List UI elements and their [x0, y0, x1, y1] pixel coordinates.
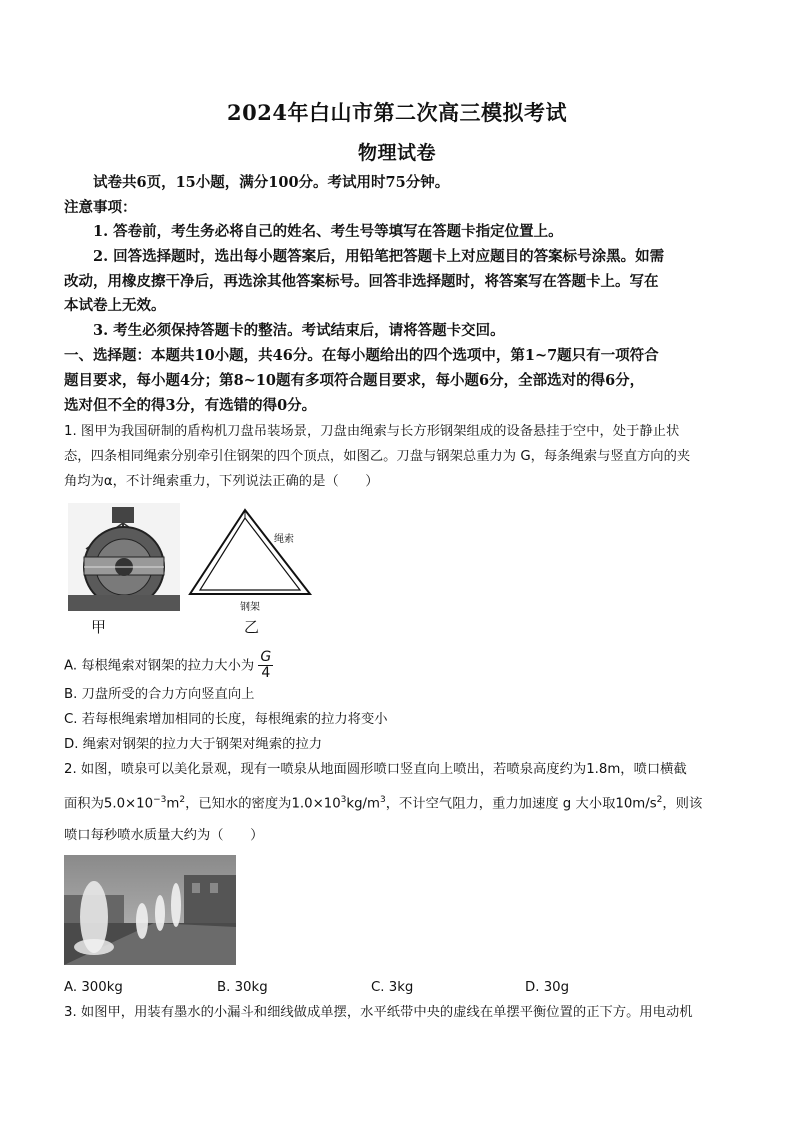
q1-label-frame: 钢架: [240, 602, 260, 613]
q1-line-2: 态，四条相同绳索分别牵引住钢架的四个顶点，如图乙。刀盘与钢架总重力为 G，每条绳索与竖直方向的夹: [64, 449, 691, 464]
q1-figure-yi: [188, 508, 314, 608]
q1-option-b: B. 刀盘所受的合力方向竖直向上: [64, 687, 255, 702]
q2-fountain-photo: [64, 855, 236, 965]
q2-density-unit-exponent: 3: [379, 795, 386, 805]
q2-area-exponent: −3: [153, 795, 167, 805]
q1-option-d: D. 绳索对钢架的拉力大于钢架对绳索的拉力: [64, 737, 323, 752]
section-1-line-1: 一、选择题：本题共10小题，共46分。在每小题给出的四个选项中，第1~7题只有一项符合: [64, 347, 659, 364]
notice-item-1: 1. 答卷前，考生务必将自己的姓名、考生号等填写在答题卡指定位置上。: [93, 223, 563, 240]
q2-option-b: B. 30kg: [217, 980, 268, 995]
notice-item-2-line-2: 改动，用橡皮擦干净后，再选涂其他答案标号。回答非选择题时，将答案写在答题卡上。写在: [64, 273, 659, 290]
q1-option-c: C. 若每根绳索增加相同的长度，每根绳索的拉力将变小: [64, 712, 388, 727]
q1-option-a: [64, 650, 273, 682]
exam-title: 2024年白山市第二次高三模拟考试: [227, 100, 567, 125]
q2-area-unit: m: [166, 796, 180, 812]
q2-area-value: 面积为5.0×10: [64, 796, 154, 812]
notice-item-2-line-3: 本试卷上无效。: [64, 297, 166, 314]
q1-line-1: 1. 图甲为我国研制的盾构机刀盘吊装场景，刀盘由绳索与长方形钢架组成的设备悬挂于空中，处于静止状: [64, 424, 680, 439]
q2-option-c: C. 3kg: [371, 980, 414, 995]
q2-density-exponent: 3: [340, 795, 347, 805]
notice-heading: 注意事项：: [64, 199, 137, 216]
q1-figure-yi-caption: 乙: [244, 618, 260, 636]
q2-options: [64, 978, 764, 998]
q1-option-a-fraction: [258, 650, 273, 681]
q1-label-rope: 绳索: [274, 534, 294, 545]
q2-option-d: D. 30g: [525, 980, 570, 995]
q1-line-3: 角均为α，不计绳索重力，下列说法正确的是（ ）: [64, 474, 379, 489]
q2-line-1: 2. 如图，喷泉可以美化景观，现有一喷泉从地面圆形喷口竖直向上喷出，若喷泉高度约为1.8m，喷口横截: [64, 762, 687, 777]
q2-option-a: A. 300kg: [64, 980, 123, 995]
q2-line-2: [64, 790, 702, 814]
q1-figure-jia: [68, 503, 180, 611]
q2-density-unit: kg/m: [346, 796, 380, 812]
q2-line-2-end: ，则该: [662, 796, 703, 812]
q2-line-3: 喷口每秒喷水质量大约为（ ）: [64, 828, 264, 843]
notice-item-3: 3. 考生必须保持答题卡的整洁。考试结束后，请将答题卡交回。: [93, 322, 505, 339]
q3-line-1: 3. 如图甲，用装有墨水的小漏斗和细线做成单摆，水平纸带中央的虚线在单摆平衡位置的正下方。用电动机: [64, 1005, 693, 1020]
q2-area-unit-exponent: 2: [179, 795, 186, 805]
exam-subtitle: 物理试卷: [357, 142, 436, 164]
q2-gravity-text: ，不计空气阻力，重力加速度 g 大小取10m/s: [385, 796, 657, 812]
q1-option-a-denominator: 4: [261, 665, 271, 681]
q2-gravity-unit-exponent: 2: [656, 795, 663, 805]
section-1-line-3: 选对但不全的得3分，有选错的得0分。: [64, 397, 317, 414]
section-1-line-2: 题目要求，每小题4分；第8~10题有多项符合题目要求，每小题6分，全部选对的得6分，: [64, 372, 645, 389]
q1-option-a-text: A. 每根绳索对钢架的拉力大小为: [64, 658, 255, 674]
exam-intro: 试卷共6页，15小题，满分100分。考试用时75分钟。: [93, 174, 450, 191]
notice-item-2-line-1: 2. 回答选择题时，选出每小题答案后，用铅笔把答题卡上对应题目的答案标号涂黑。如需: [93, 248, 665, 265]
q2-density-value: ，已知水的密度为1.0×10: [185, 796, 341, 812]
q1-figure-jia-caption: 甲: [91, 618, 107, 636]
q1-option-a-numerator: G: [260, 649, 272, 665]
